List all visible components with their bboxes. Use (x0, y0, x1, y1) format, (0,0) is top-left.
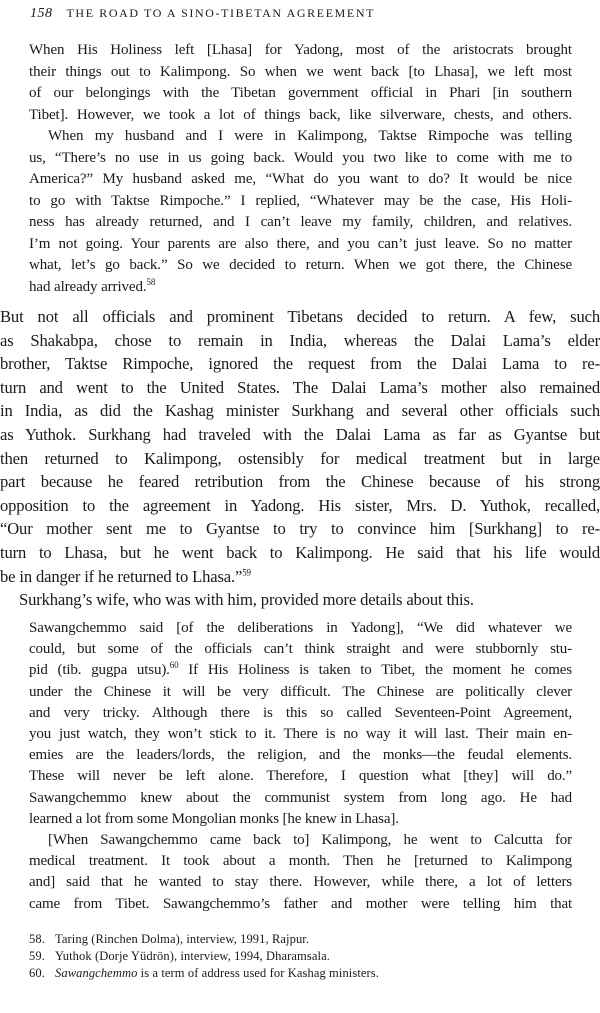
running-header (30, 6, 375, 22)
quote-line: When my husband and I were in Kalimpong, Taktse Rimpoche was telling (48, 128, 572, 144)
footnote-59 (0, 948, 600, 965)
running-title: THE ROAD TO A SINO-TIBETAN AGREEMENT (66, 6, 376, 20)
paragraph-line: as Shakabpa, chose to remain in India, whereas the Dalai Lama’s elder (0, 330, 600, 350)
footnote-number: 60. (29, 966, 45, 981)
quote-line: what, let’s go back.” So we decided to return. When we got there, the Chinese (29, 257, 572, 273)
quote-line: to go with Taktse Rimpoche.” I replied, “Whatever may be the case, His Holi- (29, 192, 572, 209)
quote-line: you just watch, they won’t stick to it. There is no way it will last. Their main en- (29, 726, 572, 743)
paragraph-line: be in danger if he returned to Lhasa.”$^{59}$ (0, 566, 251, 586)
footnote-text: is a term of address used for Kashag ministers. (137, 966, 380, 981)
quote-line: pid (tib. gugpa utsu).$^{60}$ If His Holiness is taken to Tibet, the moment he comes (29, 660, 572, 679)
footnote-58 (0, 931, 600, 948)
paragraph-line: as Yuthok. Surkhang had traveled with the Dalai Lama as far as Gyantse but (0, 424, 600, 444)
quote-line: could, but some of the officials can’t think straight and were stubbornly stu- (29, 641, 572, 658)
quote-line: Sawangchemmo said [of the deliberations in Yadong], “We did whatever we (29, 620, 572, 636)
quote-line: Tibet]. However, we took a lot of things back, like silverware, chests, and others. (29, 106, 572, 123)
footnote-text: Taring (Rinchen Dolma), interview, 1991, Rajpur. (55, 932, 310, 946)
main-paragraph (0, 305, 600, 612)
paragraph-line: But not all officials and prominent Tibetans decided to return. A few, such (0, 307, 600, 326)
quote-line: and] said that he wanted to stay there. However, while there, a lot of letters (29, 874, 572, 891)
footnote-ref-60[interactable]: 60 (169, 660, 179, 671)
quote-line: their things out to Kalimpong. So when we went back [to Lhasa], we left most (29, 63, 572, 80)
quote-line: came from Tibet. Sawangchemmo’s father and mother were telling him that (29, 895, 572, 912)
footnotes (0, 931, 600, 983)
footnote-60 (0, 965, 600, 982)
page-number: 158 (30, 6, 53, 21)
quote-line: under the Chinese it will be very difficult. The Chinese are politically clever (29, 683, 572, 700)
quote-line: I’m not going. Your parents are also there, and you can’t just leave. So no matter (29, 235, 572, 252)
quote-line: Sawangchemmo knew about the communist system from long ago. He had (29, 789, 572, 806)
paragraph-line: “Our mother sent me to Gyantse to try to convince him [Surkhang] to re- (0, 519, 600, 539)
footnote-number: 59. (29, 949, 45, 964)
quote-line: of our belongings with the Tibetan government official in Phari [in southern (29, 85, 572, 101)
quote-line: had already arrived.$^{58}$ (29, 276, 156, 295)
quote-line: America?” My husband asked me, “What do you want to do? It would be nice (29, 171, 572, 187)
quote-line: These will never be left alone. Therefore, I question what [they] will do.” (29, 768, 572, 785)
quote-line: When His Holiness left [Lhasa] for Yadong, most of the aristocrats brought (29, 42, 572, 58)
quote-line: [When Sawangchemmo came back to] Kalimpong, he went to Calcutta for (48, 832, 572, 849)
footnote-number: 58. (29, 932, 45, 946)
paragraph-line: turn and went to the United States. The Dalai Lama’s mother also remained (0, 377, 600, 397)
footnote-ref-58[interactable]: 58 (146, 276, 156, 287)
quote-line: us, “There’s no use in us going back. Would you two like to come with me to (29, 149, 572, 166)
paragraph-line: brother, Taktse Rimpoche, ignored the request from the Dalai Lama to re- (0, 354, 600, 374)
quote-line: emies are the leaders/lords, the religion, and the monks—the feudal elements. (29, 747, 572, 764)
quote-line: ness has already returned, and I can’t leave my family, children, and relatives. (29, 214, 572, 230)
quote-line: learned a lot from some Mongolian monks [he knew in Lhasa]. (29, 810, 399, 827)
paragraph-line: part because he feared retribution from the Chinese because of his strong (0, 472, 600, 492)
paragraph-line: then returned to Kalimpong, ostensibly for medical treatment but in large (0, 448, 600, 468)
paragraph-line: Surkhang’s wife, who was with him, provided more details about this. (19, 590, 474, 610)
footnote-text: Yuthok (Dorje Yüdrön), interview, 1994, Dharamsala. (55, 949, 330, 964)
paragraph-line: opposition to the agreement in Yadong. His sister, Mrs. D. Yuthok, recalled, (0, 495, 600, 515)
quote-line: and very tricky. Although there is this so called Seventeen-Point Agreement, (29, 704, 572, 721)
footnote-ref-59[interactable]: 59 (242, 567, 251, 577)
footnote-italic-term: Sawangchemmo (55, 966, 138, 981)
block-quote-sawangchemmo (0, 618, 600, 915)
block-quote-taring (0, 40, 600, 298)
quote-line: medical treatment. It took about a month. Then he [returned to Kalimpong (29, 853, 572, 870)
paragraph-line: turn to Lhasa, but he went back to Kalimpong. He said that his life would (0, 542, 600, 562)
paragraph-line: in India, as did the Kashag minister Surkhang and several other officials such (0, 401, 600, 421)
